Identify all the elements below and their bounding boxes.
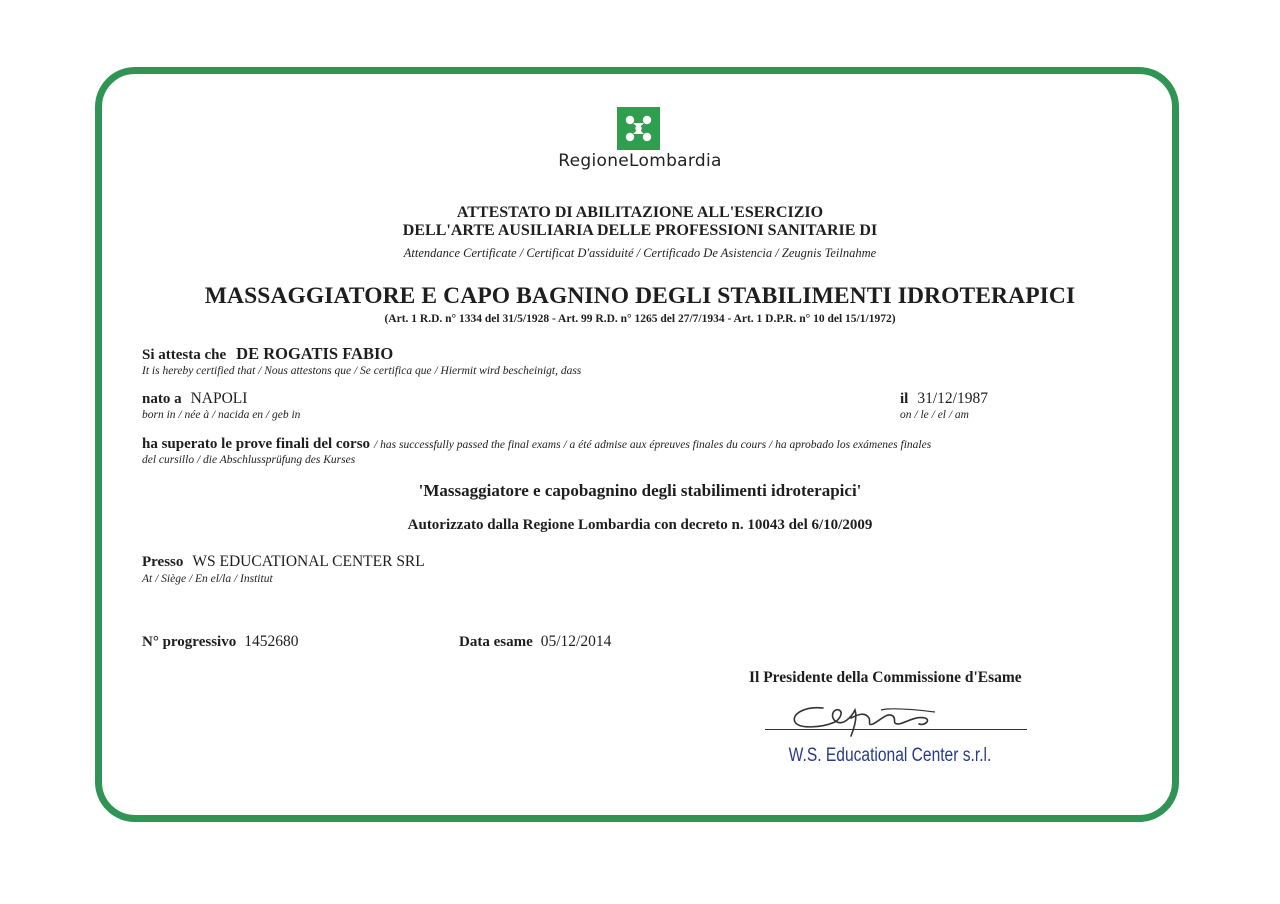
signature-title: Il Presidente della Commissione d'Esame — [749, 669, 1022, 686]
heading-line-1: ATTESTATO DI ABILITAZIONE ALL'ESERCIZIO — [456, 204, 824, 221]
presso-sub: At / Siège / En el/la / Institut — [142, 573, 273, 585]
course-label: ha superato le prove finali del corso — [142, 436, 371, 452]
signature-icon — [785, 696, 955, 742]
regione-lombardia-logo-icon — [617, 107, 660, 150]
legal-references: (Art. 1 R.D. n° 1334 del 31/5/1928 - Art. 99 R.D. n° 1265 del 27/7/1934 - Art. 1 D.P.R. n° 10 del 15/1/1972) — [384, 313, 896, 325]
certified-name: DE ROGATIS FABIO — [236, 344, 394, 363]
course-authorization: Autorizzato dalla Regione Lombardia con decreto n. 10043 del 6/10/2009 — [407, 517, 873, 533]
birth-sub: born in / née à / nacida en / geb in — [142, 409, 301, 421]
heading-translations: Attendance Certificate / Certificat D'assiduité / Certificado De Asistencia / Zeugnis Teilnahme — [403, 246, 877, 260]
birth-date-label: il — [900, 391, 909, 407]
course-name: 'Massaggiatore e capobagnino degli stabilimenti idroterapici' — [418, 481, 862, 500]
birth-label: nato a — [142, 391, 182, 407]
progressivo-line — [142, 633, 298, 651]
certified-label: Si attesta che — [142, 347, 227, 363]
course-line — [142, 435, 1142, 453]
presso-line — [142, 553, 425, 571]
certificate-title: MASSAGGIATORE E CAPO BAGNINO DEGLI STABILIMENTI IDROTERAPICI — [204, 283, 1076, 309]
progressivo-label: N° progressivo — [142, 634, 237, 650]
logo-wordmark: RegioneLombardia — [558, 151, 722, 171]
exam-date-value: 05/12/2014 — [540, 633, 612, 650]
birth-place-line — [142, 390, 247, 408]
heading-line-2: DELL'ARTE AUSILIARIA DELLE PROFESSIONI SANITARIE DI — [402, 222, 878, 239]
course-sub-1: / has successfully passed the final exams / a été admise aux épreuves finales du cours / ha aprobado los exámenes finales — [374, 439, 932, 451]
birth-date: 31/12/1987 — [917, 390, 988, 407]
birth-date-sub: on / le / el / am — [900, 409, 969, 421]
exam-date-line — [459, 633, 611, 651]
presso-value: WS EDUCATIONAL CENTER SRL — [192, 553, 425, 570]
company-stamp: W.S. Educational Center s.r.l. — [788, 745, 992, 766]
birth-date-line — [900, 390, 988, 408]
certified-sub: It is hereby certified that / Nous attestons que / Se certifica que / Hiermit wird bescheinigt, dass — [142, 365, 582, 377]
course-sub-2: del cursillo / die Abschlussprüfung des Kurses — [142, 454, 356, 466]
progressivo-value: 1452680 — [244, 633, 299, 650]
exam-date-label: Data esame — [459, 634, 533, 650]
birth-place: NAPOLI — [190, 390, 248, 407]
certified-line — [142, 344, 393, 364]
signature-line — [765, 729, 1027, 730]
presso-label: Presso — [142, 554, 184, 570]
